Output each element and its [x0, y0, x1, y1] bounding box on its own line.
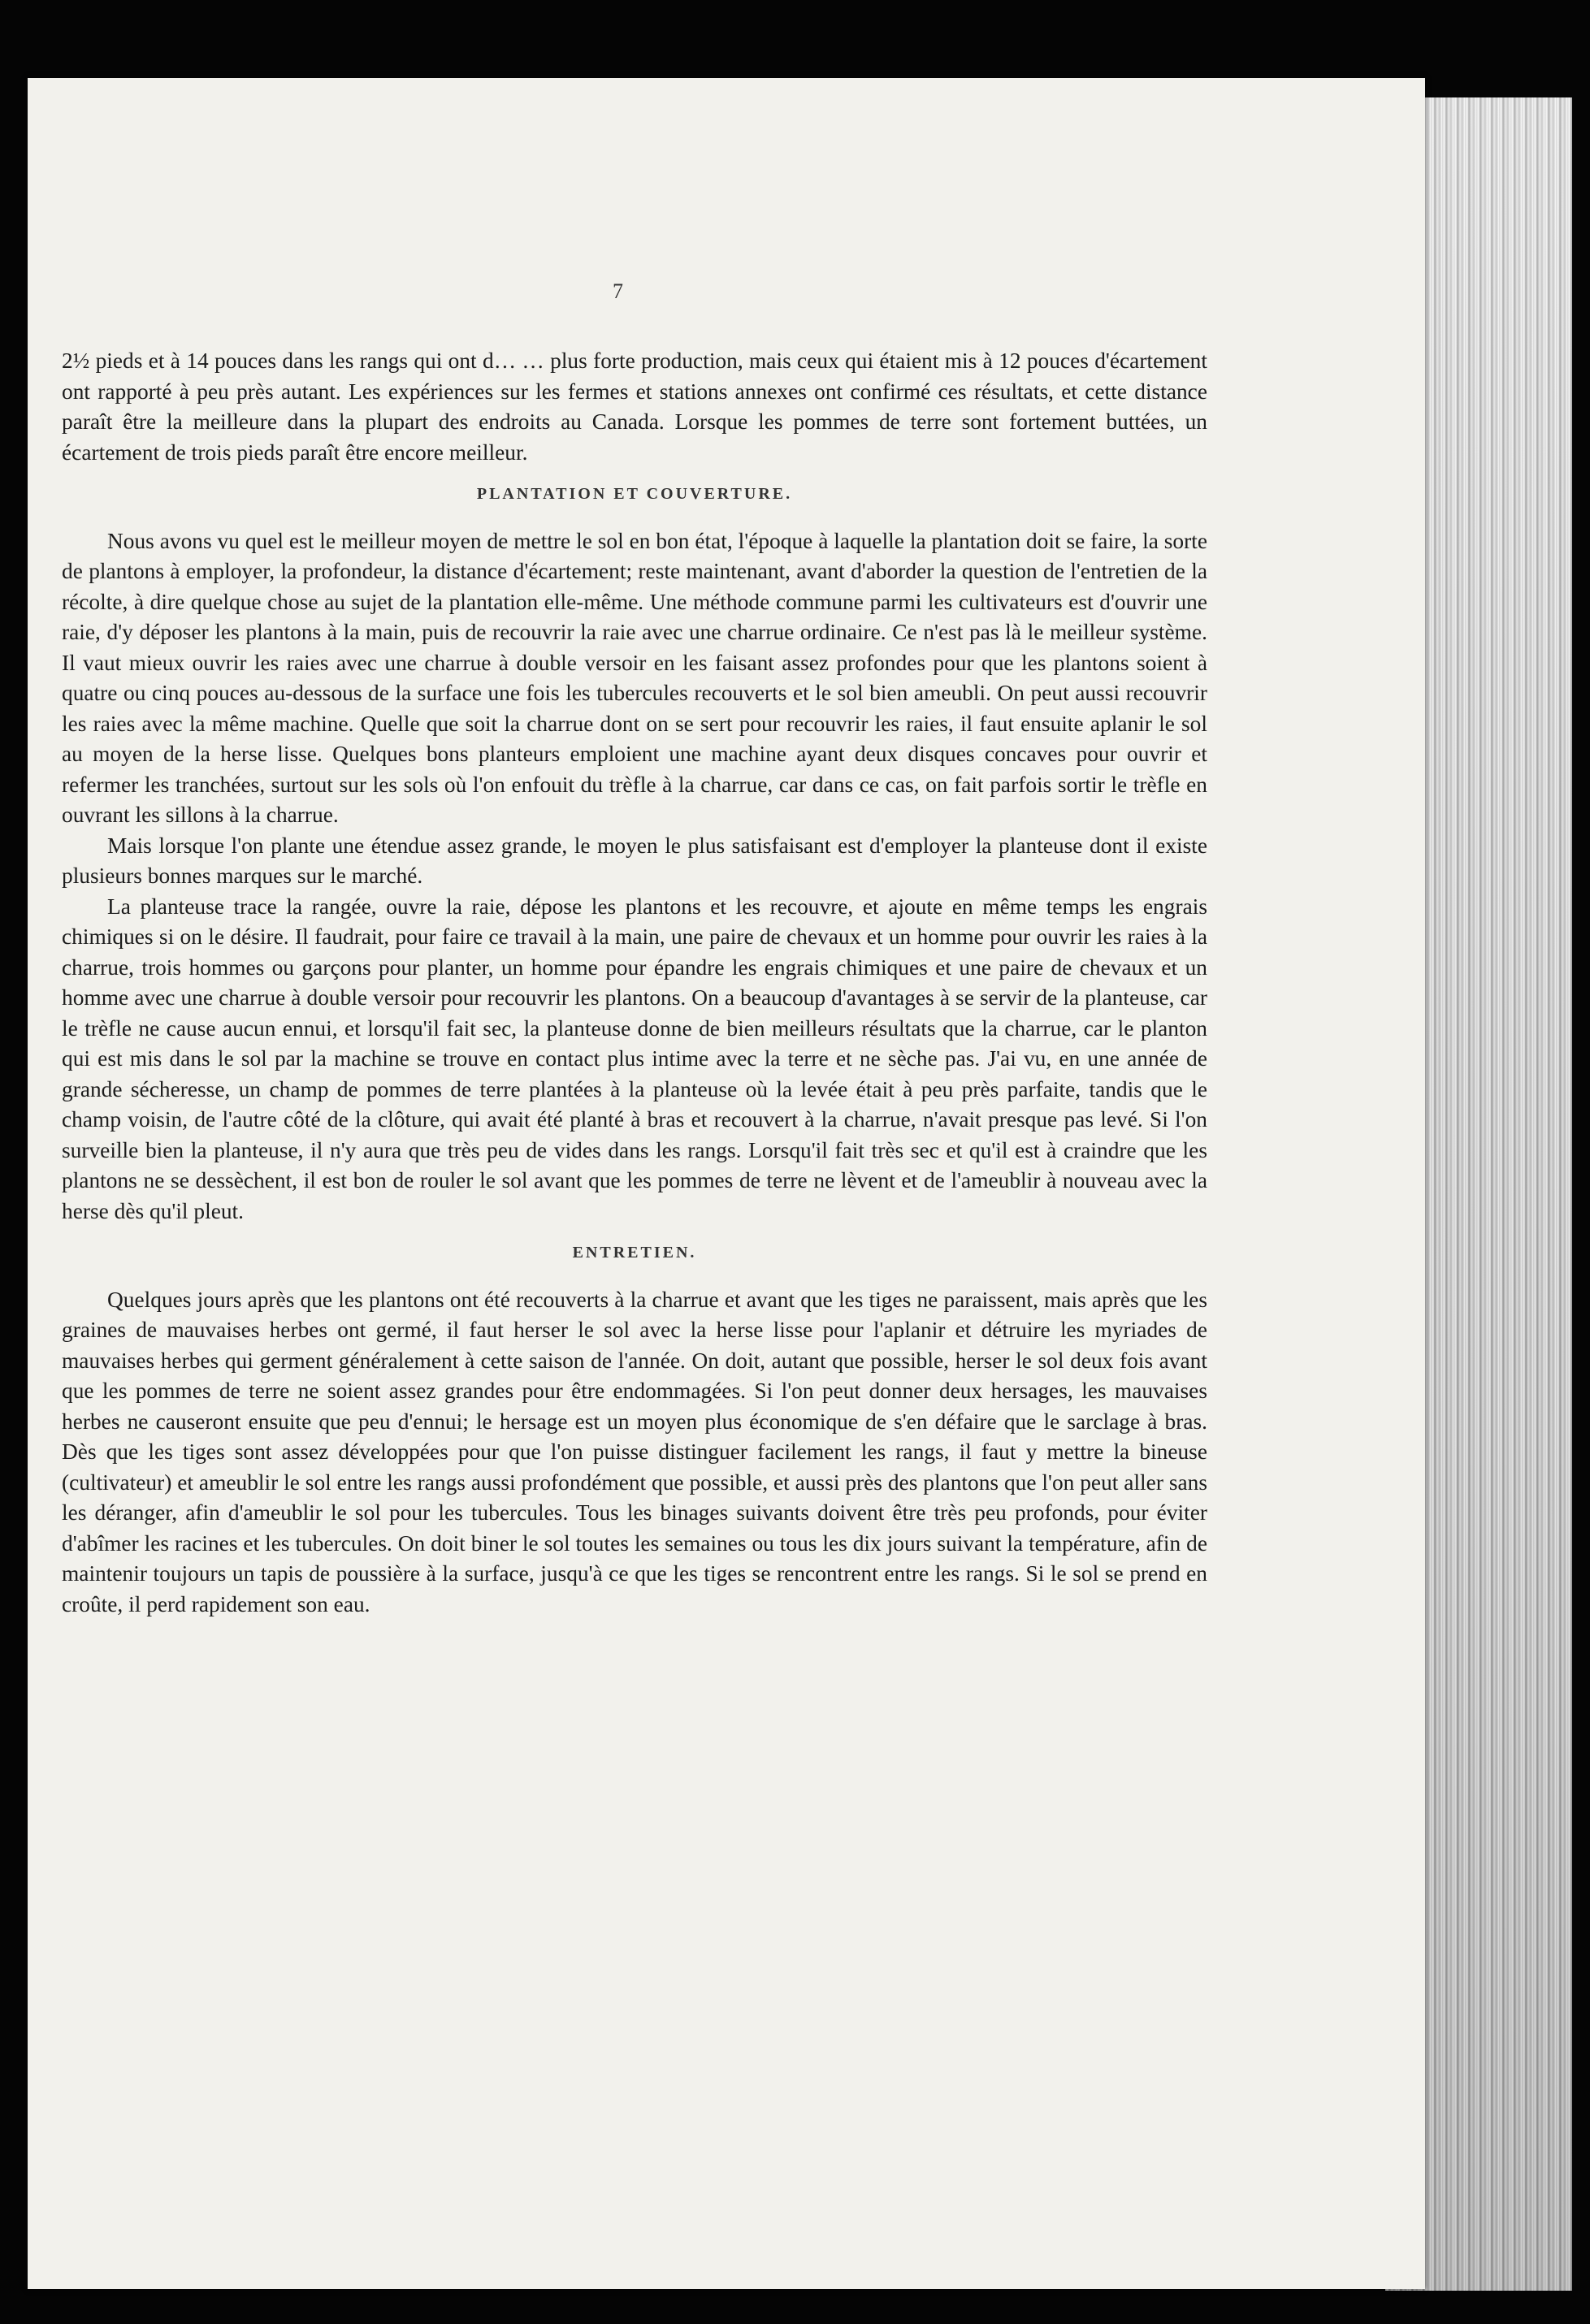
- body-paragraph: Mais lorsque l'on plante une étendue assez grande, le moyen le plus satisfaisant est d'employer la planteuse dont il existe plusieurs bonnes marques sur le marché.: [62, 833, 1207, 888]
- page-text: [62, 281, 1207, 1620]
- page-number: 7: [613, 279, 623, 303]
- section-heading-entretien: ENTRETIEN.: [572, 1244, 697, 1262]
- section-heading-plantation: PLANTATION ET COUVERTURE.: [476, 485, 793, 503]
- body-paragraph: Quelques jours après que les plantons ont été recouverts à la charrue et avant que les tiges ne paraissent, mais après que les graines de mauvaises herbes ont germé, il faut herser le sol avec la herse lisse pour l'aplanir et détruire les myriades de mauvaises herbes qui germent généralement à cette saison de l'année. On doit, autant que possible, herser le sol deux fois avant que les pommes de terre ne soient assez grandes pour être endommagées. Si l'on peut donner deux hersages, les mauvaises herbes ne causeront ensuite que peu d'ennui; le hersage est un moyen plus économique de s'en défaire que le sarclage à bras. Dès que les tiges sont assez développées pour que l'on puisse distinguer facilement les rangs, il faut y mettre la bineuse (cultivateur) et ameublir le sol entre les rangs aussi profondément que possible, et aussi près des plantons que l'on peut aller sans les déranger, afin d'ameublir le sol pour les tubercules. Tous les binages suivants doivent être très peu profonds, pour éviter d'abîmer les racines et les tubercules. On doit biner le sol toutes les semaines ou tous les dix jours suivant la température, afin de maintenir toujours un tapis de poussière à la surface, jusqu'à ce que les tiges se rencontrent entre les rangs. Si le sol se prend en croûte, il perd rapidement son eau.: [62, 1287, 1207, 1616]
- intro-paragraph: 2½ pieds et à 14 pouces dans les rangs qui ont d… … plus forte production, mais ceux qui étaient mis à 12 pouces d'écartement ont rapporté à peu près autant. Les expériences sur les fermes et stations annexes ont confirmé ces résultats, et cette distance paraît être la meilleure dans la plupart des endroits au Canada. Lorsque les pommes de terre sont fortement buttées, un écartement de trois pieds paraît être encore meilleur.: [62, 348, 1207, 465]
- body-paragraph: La planteuse trace la rangée, ouvre la raie, dépose les plantons et les recouvre, et ajoute en même temps les engrais chimiques si on le désire. Il faudrait, pour faire ce travail à la main, une paire de chevaux et un homme pour ouvrir les raies à la charrue, trois hommes ou garçons pour planter, un homme pour épandre les engrais chimiques et une paire de chevaux et un homme avec une charrue à double versoir pour recouvrir les plantons. On a beaucoup d'avantages à se servir de la planteuse, car le trèfle ne cause aucun ennui, et lorsqu'il fait sec, la planteuse donne de bien meilleurs résultats que la charrue, car le planton qui est mis dans le sol par la machine se trouve en contact plus intime avec la terre et ne sèche pas. J'ai vu, en une année de grande sécheresse, un champ de pommes de terre plantées à la planteuse où la levée était à peu près parfaite, tandis que le champ voisin, de l'autre côté de la clôture, qui avait été planté à bras et recouvert à la charrue, n'avait presque pas levé. Si l'on surveille bien la planteuse, il n'y aura que très peu de vides dans les rangs. Lorsqu'il fait très sec et qu'il est à craindre que les plantons ne se dessèchent, il est bon de rouler le sol avant que les pommes de terre ne lèvent et de l'ameublir à nouveau avec la herse dès qu'il pleut.: [62, 894, 1207, 1223]
- book-page: [28, 78, 1425, 2289]
- body-paragraph: Nous avons vu quel est le meilleur moyen de mettre le sol en bon état, l'époque à laquelle la plantation doit se faire, la sorte de plantons à employer, la profondeur, la distance d'écartement; reste maintenant, avant d'aborder la question de l'entretien de la récolte, à dire quelque chose au sujet de la plantation elle-même. Une méthode commune parmi les cultivateurs est d'ouvrir une raie, d'y déposer les plantons à la main, puis de recouvrir la raie avec une charrue ordinaire. Ce n'est pas là le meilleur système. Il vaut mieux ouvrir les raies avec une charrue à double versoir en les faisant assez profondes pour que les plantons soient à quatre ou cinq pouces au-dessous de la surface une fois les tubercules recouverts et le sol bien ameubli. On peut aussi recouvrir les raies avec la même machine. Quelle que soit la charrue dont on se sert pour recouvrir les raies, il faut ensuite aplanir le sol au moyen de la herse lisse. Quelques bons planteurs emploient une machine ayant deux disques concaves pour ouvrir et refermer les tranchées, surtout sur les sols où l'on enfouit du trèfle à la charrue, car dans ce cas, on fait parfois sortir le trèfle en ouvrant les sillons à la charrue.: [62, 528, 1207, 827]
